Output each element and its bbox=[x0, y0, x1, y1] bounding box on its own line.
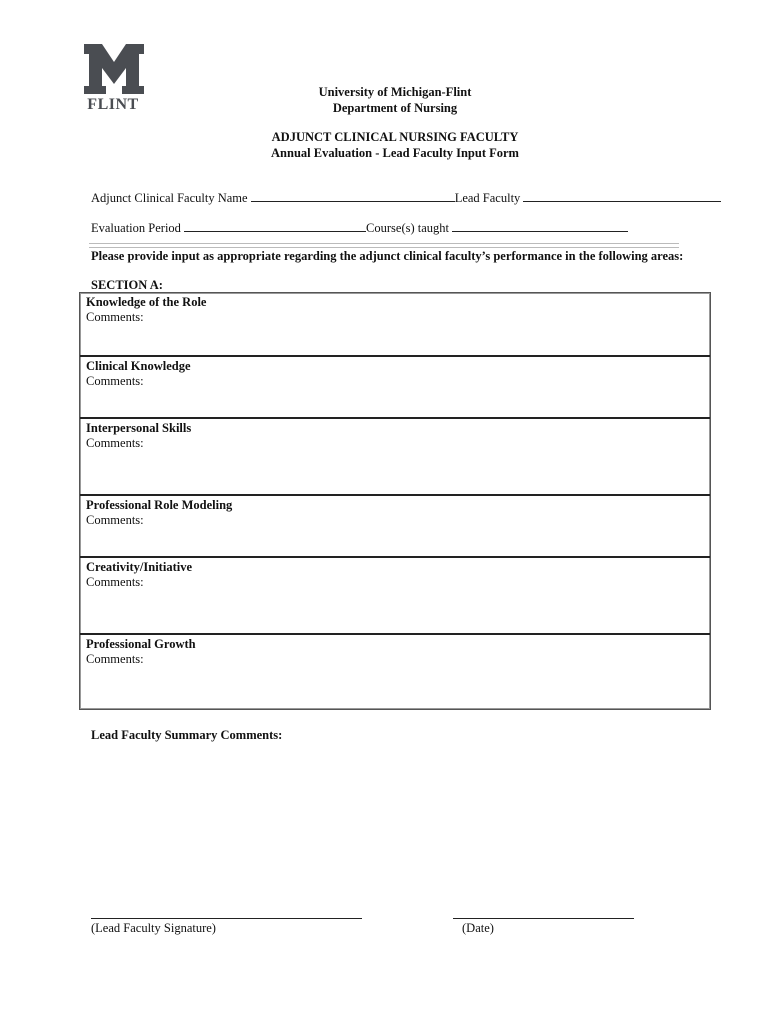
section-row-professional-growth[interactable] bbox=[80, 635, 710, 709]
faculty-name-label: Adjunct Clinical Faculty Name bbox=[91, 191, 248, 205]
section-row-title: Professional Growth bbox=[86, 637, 196, 651]
logo-text: FLINT bbox=[87, 96, 139, 112]
section-row-interpersonal-skills[interactable] bbox=[80, 419, 710, 496]
form-subtitle: Annual Evaluation - Lead Faculty Input Form bbox=[271, 146, 519, 160]
university-name: University of Michigan-Flint bbox=[318, 85, 472, 99]
form-title: ADJUNCT CLINICAL NURSING FACULTY bbox=[271, 130, 519, 144]
section-row-professional-role-modeling[interactable] bbox=[80, 496, 710, 558]
signature-line[interactable] bbox=[91, 918, 362, 919]
section-row-title: Clinical Knowledge bbox=[86, 359, 191, 373]
section-row-creativity-initiative[interactable] bbox=[80, 558, 710, 635]
courses-taught-label: Course(s) taught bbox=[366, 221, 450, 235]
department-name: Department of Nursing bbox=[332, 101, 458, 115]
comments-label: Comments: bbox=[86, 513, 144, 527]
section-a-table bbox=[79, 292, 711, 710]
comments-label: Comments: bbox=[86, 436, 144, 450]
section-row-title: Interpersonal Skills bbox=[86, 421, 192, 435]
instruction-text: Please provide input as appropriate regarding the adjunct clinical faculty’s performance in the following areas: bbox=[91, 249, 684, 263]
faculty-name-row bbox=[91, 189, 721, 206]
comments-label: Comments: bbox=[86, 374, 144, 388]
lead-faculty-field[interactable] bbox=[523, 189, 721, 202]
section-row-knowledge-of-role[interactable] bbox=[80, 295, 710, 357]
comments-label: Comments: bbox=[86, 575, 144, 589]
section-a-title: SECTION A: bbox=[91, 278, 163, 292]
evaluation-period-field[interactable] bbox=[184, 219, 366, 232]
summary-comments-label: Lead Faculty Summary Comments: bbox=[91, 728, 283, 742]
lead-faculty-label: Lead Faculty bbox=[454, 191, 521, 205]
date-line[interactable] bbox=[453, 918, 634, 919]
comments-label: Comments: bbox=[86, 310, 144, 324]
faculty-name-field[interactable] bbox=[251, 189, 455, 202]
section-divider bbox=[89, 243, 679, 248]
section-row-title: Professional Role Modeling bbox=[86, 498, 233, 512]
section-row-clinical-knowledge[interactable] bbox=[80, 357, 710, 419]
evaluation-period-row bbox=[91, 219, 628, 236]
date-label: (Date) bbox=[462, 921, 494, 935]
section-row-title: Knowledge of the Role bbox=[86, 295, 207, 309]
signature-label: (Lead Faculty Signature) bbox=[91, 921, 216, 935]
courses-taught-field[interactable] bbox=[452, 219, 628, 232]
section-row-title: Creativity/Initiative bbox=[86, 560, 192, 574]
comments-label: Comments: bbox=[86, 652, 144, 666]
evaluation-period-label: Evaluation Period bbox=[91, 221, 181, 235]
